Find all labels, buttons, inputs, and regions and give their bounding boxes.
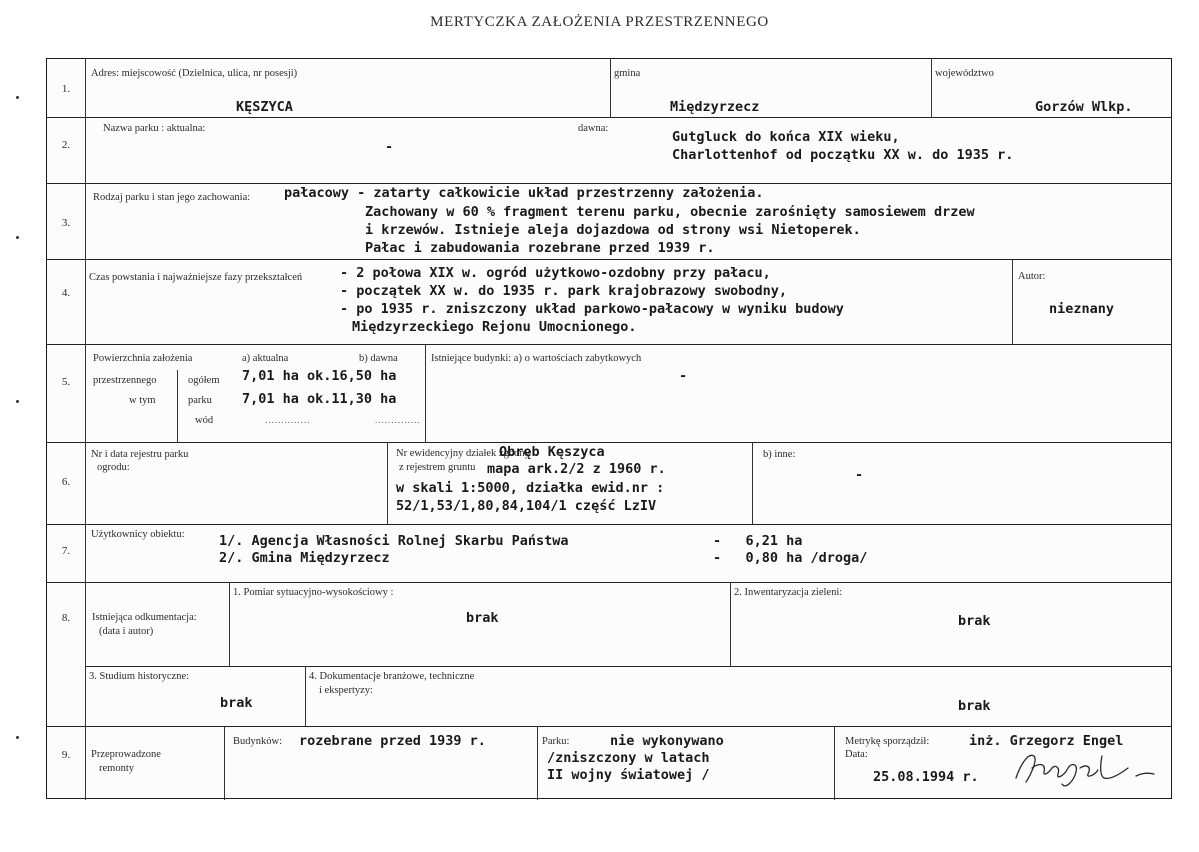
historical-study-value: brak [220,695,253,711]
technical-docs-label: i ekspertyzy: [319,685,373,696]
plots-line: mapa ark.2/2 z 1960 r. [487,461,666,477]
signature [1008,738,1158,793]
register-label: ogrodu: [97,462,130,473]
row-divider [47,582,1171,583]
row-divider [47,183,1171,184]
compiled-by-value: inż. Grzegorz Engel [969,733,1124,749]
cell-divider [1012,259,1013,344]
plots-label: z rejestrem gruntu [399,462,476,473]
record-form [46,58,1172,799]
park-type-line: i krzewów. Istnieje aleja dojazdowa od strony wsi Nietoperek. [365,222,861,238]
area-column-former: b) dawna [359,353,398,364]
row-number: 6. [61,476,71,488]
row-divider [47,524,1171,525]
row-divider [47,442,1171,443]
user-area: - 6,21 ha [713,533,803,549]
history-line: - początek XX w. do 1935 r. park krajobrazowy swobodny, [340,283,788,299]
park-name-current-label: Nazwa parku : aktualna: [103,123,206,134]
history-label: Czas powstania i najważniejsze fazy przekształceń [89,272,303,283]
gmina-value: Międzyrzecz [670,99,760,115]
park-type-line: pałacowy - zatarty całkowicie układ przestrzenny założenia. [284,185,764,201]
cell-divider [834,726,835,800]
building-repairs-label: Budynków: [233,736,283,747]
row-divider [47,344,1171,345]
row-divider [47,117,1171,118]
gmina-label: gmina [614,68,641,79]
address-value: KĘSZYCA [236,99,293,115]
area-total-value: 7,01 ha ok.16,50 ha [242,368,397,384]
cell-divider [931,59,932,117]
park-name-former-line: Gutgluck do końca XIX wieku, [672,129,900,145]
row-number: 3. [61,217,71,229]
documentation-label: Istniejąca odkumentacja: [92,612,197,623]
plots-label: Nr ewidencyjny działek zgodny [396,448,530,459]
other-value: - [855,467,864,483]
documentation-label: (data i autor) [99,626,154,637]
row-number: 5. [61,376,71,388]
cell-divider [752,442,753,524]
row-divider [47,259,1171,260]
plots-line: Obręb Kęszyca [499,444,605,460]
cell-divider [305,666,306,726]
building-repairs-value: rozebrane przed 1939 r. [299,733,486,749]
row-number: 4. [61,287,71,299]
greenery-label: 2. Inwentaryzacja zieleni: [734,587,843,598]
park-name-former-label: dawna: [578,123,609,134]
cell-divider [224,726,225,800]
history-line: - po 1935 r. zniszczony układ parkowo-pałacowy w wyniku budowy [340,301,844,317]
number-column-divider [85,59,86,800]
author-value: nieznany [1049,301,1115,317]
area-label: Powierzchnia założenia [93,353,193,364]
cell-divider [537,726,538,800]
row-number: 1. [61,83,71,95]
park-repairs-line: nie wykonywano [610,733,724,749]
blank-dots: .............. [375,415,421,425]
area-water-label: wód [195,415,214,426]
cell-divider [177,370,178,442]
park-repairs-label: Parku: [542,736,570,747]
margin-mark [16,400,19,403]
area-column-current: a) aktualna [242,353,289,364]
date-label: Data: [845,749,868,760]
history-line: Międzyrzeckiego Rejonu Umocnionego. [352,319,637,335]
row-number: 2. [61,139,71,151]
repairs-label: Przeprowadzone [91,749,161,760]
user-entry: 2/. Gmina Międzyrzecz [219,550,390,566]
plots-line: w skali 1:5000, działka ewid.nr : [396,480,665,496]
blank-dots: .............. [265,415,311,425]
park-type-line: Zachowany w 60 % fragment terenu parku, obecnie zarośnięty samosiewem drzew [365,204,975,220]
row-divider [47,726,1171,727]
cell-divider [425,344,426,442]
document-title: MERTYCZKA ZAŁOŻENIA PRZESTRZENNEGO [430,14,769,30]
date-value: 25.08.1994 r. [873,769,979,785]
plots-line: 52/1,53/1,80,84,104/1 część LzIV [396,498,657,514]
user-area: - 0,80 ha /droga/ [713,550,868,566]
voivodeship-value: Gorzów Wlkp. [1035,99,1133,115]
area-park-value: 7,01 ha ok.11,30 ha [242,391,397,407]
area-park-label: parku [188,395,212,406]
user-entry: 1/. Agencja Własności Rolnej Skarbu Państwa [219,533,569,549]
row-number: 8. [61,612,71,624]
park-repairs-line: II wojny światowej / [547,767,710,783]
register-label: Nr i data rejestru parku [91,449,189,460]
margin-mark [16,736,19,739]
technical-docs-label: 4. Dokumentacje branżowe, techniczne [309,671,475,682]
park-type-line: Pałac i zabudowania rozebrane przed 1939 r. [365,240,715,256]
survey-label: 1. Pomiar sytuacyjno-wysokościowy : [233,587,394,598]
cell-divider [730,582,731,666]
other-label: b) inne: [763,449,796,460]
voivodeship-label: województwo [935,68,994,79]
author-label: Autor: [1018,271,1046,282]
row-number: 9. [61,749,71,761]
margin-mark [16,236,19,239]
row-divider [85,666,1171,667]
park-repairs-line: /zniszczony w latach [547,750,710,766]
survey-value: brak [466,610,499,626]
repairs-label: remonty [99,763,134,774]
margin-mark [16,96,19,99]
technical-docs-value: brak [958,698,991,714]
park-name-current-value: - [385,139,394,155]
address-label: Adres: miejscowość (Dzielnica, ulica, nr posesji) [91,68,298,79]
greenery-value: brak [958,613,991,629]
row-number: 7. [61,545,71,557]
buildings-label: Istniejące budynki: a) o wartościach zabytkowych [431,353,642,364]
cell-divider [610,59,611,117]
historical-study-label: 3. Studium historyczne: [89,671,190,682]
users-label: Użytkownicy obiektu: [91,529,185,540]
area-label: w tym [129,395,156,406]
history-line: - 2 połowa XIX w. ogród użytkowo-ozdobny przy pałacu, [340,265,771,281]
compiled-by-label: Metrykę sporządził: [845,736,930,747]
area-total-label: ogółem [188,375,220,386]
park-name-former-line: Charlottenhof od początku XX w. do 1935 r. [672,147,1014,163]
cell-divider [387,442,388,524]
park-type-label: Rodzaj parku i stan jego zachowania: [93,192,251,203]
area-label: przestrzennego [93,375,157,386]
buildings-value: - [679,368,688,384]
cell-divider [229,582,230,666]
